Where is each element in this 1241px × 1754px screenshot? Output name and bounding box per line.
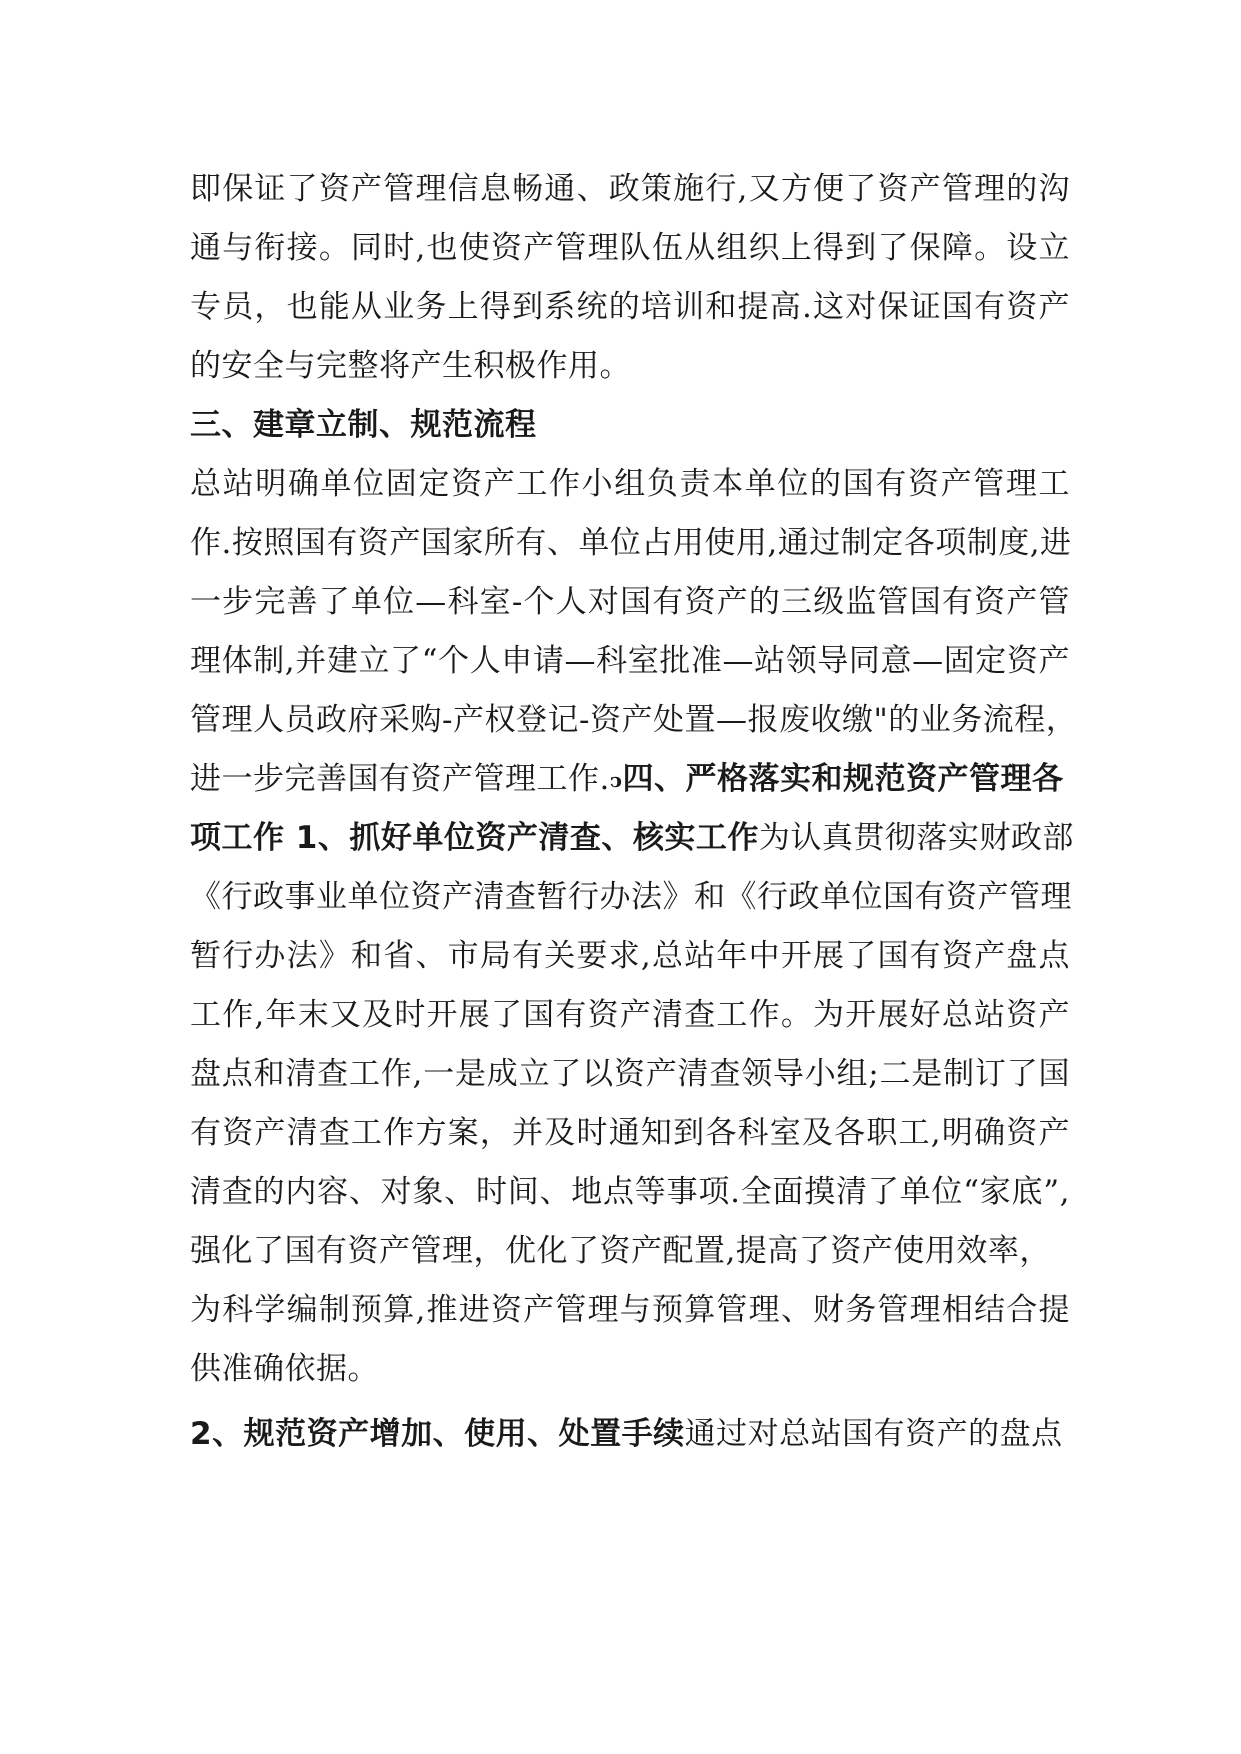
- paragraph-line: 管理人员政府采购-产权登记-资产处置—报废收缴"的业务流程，: [190, 702, 1078, 738]
- paragraph-line: 通与衔接。同时,也使资产管理队伍从组织上得到了保障。设立: [190, 230, 1070, 266]
- document-body: [190, 160, 1078, 1464]
- paragraph-text: 通过对总站国有资产的盘点: [684, 1416, 1063, 1452]
- paragraph-line: 强化了国有资产管理，优化了资产配置,提高了资产使用效率，: [190, 1233, 1051, 1269]
- section-heading: 四、严格落实和规范资产管理各: [622, 761, 1064, 797]
- paragraph-line: 《行政事业单位资产清查暂行办法》和《行政单位国有资产管理: [190, 879, 1072, 915]
- paragraph-line: 一步完善了单位—科室-个人对国有资产的三级监管国有资产管: [190, 584, 1070, 620]
- paragraph-line: 作.按照国有资产国家所有、单位占用使用,通过制定各项制度,进: [190, 525, 1072, 561]
- paragraph-line: 的安全与完整将产生积极作用。: [190, 348, 631, 384]
- stray-mark: ↄ: [609, 768, 623, 792]
- paragraph-line: 供准确依据。: [190, 1351, 379, 1387]
- paragraph-line-mixed: [190, 809, 1074, 868]
- paragraph-text: 为认真贯彻落实财政部: [758, 820, 1074, 856]
- paragraph-line: 清查的内容、对象、时间、地点等事项.全面摸清了单位“家底”,: [190, 1174, 1070, 1210]
- item-heading: 1、抓好单位资产清查、核实工作: [284, 820, 759, 856]
- paragraph-line-mixed: [190, 1405, 1070, 1464]
- paragraph-line: 理体制,并建立了“个人申请—科室批准—站领导同意—固定资产: [190, 643, 1070, 679]
- item-heading: 2、规范资产增加、使用、处置手续: [190, 1416, 685, 1452]
- paragraph-line: 暂行办法》和省、市局有关要求,总站年中开展了国有资产盘点: [190, 938, 1070, 974]
- section-heading: 三、建章立制、规范流程: [190, 407, 537, 443]
- section-heading: 项工作: [190, 820, 285, 856]
- paragraph-line: 总站明确单位固定资产工作小组负责本单位的国有资产管理工: [190, 466, 1070, 502]
- paragraph-line: 有资产清查工作方案，并及时通知到各科室及各职工,明确资产: [190, 1115, 1070, 1151]
- paragraph-line: 工作,年末又及时开展了国有资产清查工作。为开展好总站资产: [190, 997, 1070, 1033]
- paragraph-line: 专员，也能从业务上得到系统的培训和提高.这对保证国有资产: [190, 289, 1070, 325]
- paragraph-line-mixed: [190, 750, 1070, 809]
- paragraph-line: 盘点和清查工作,一是成立了以资产清查领导小组;二是制订了国: [190, 1056, 1070, 1092]
- paragraph-text: 进一步完善国有资产管理工作.: [190, 761, 610, 797]
- paragraph-line: 为科学编制预算,推进资产管理与预算管理、财务管理相结合提: [190, 1292, 1070, 1328]
- paragraph-line: 即保证了资产管理信息畅通、政策施行,又方便了资产管理的沟: [190, 171, 1070, 207]
